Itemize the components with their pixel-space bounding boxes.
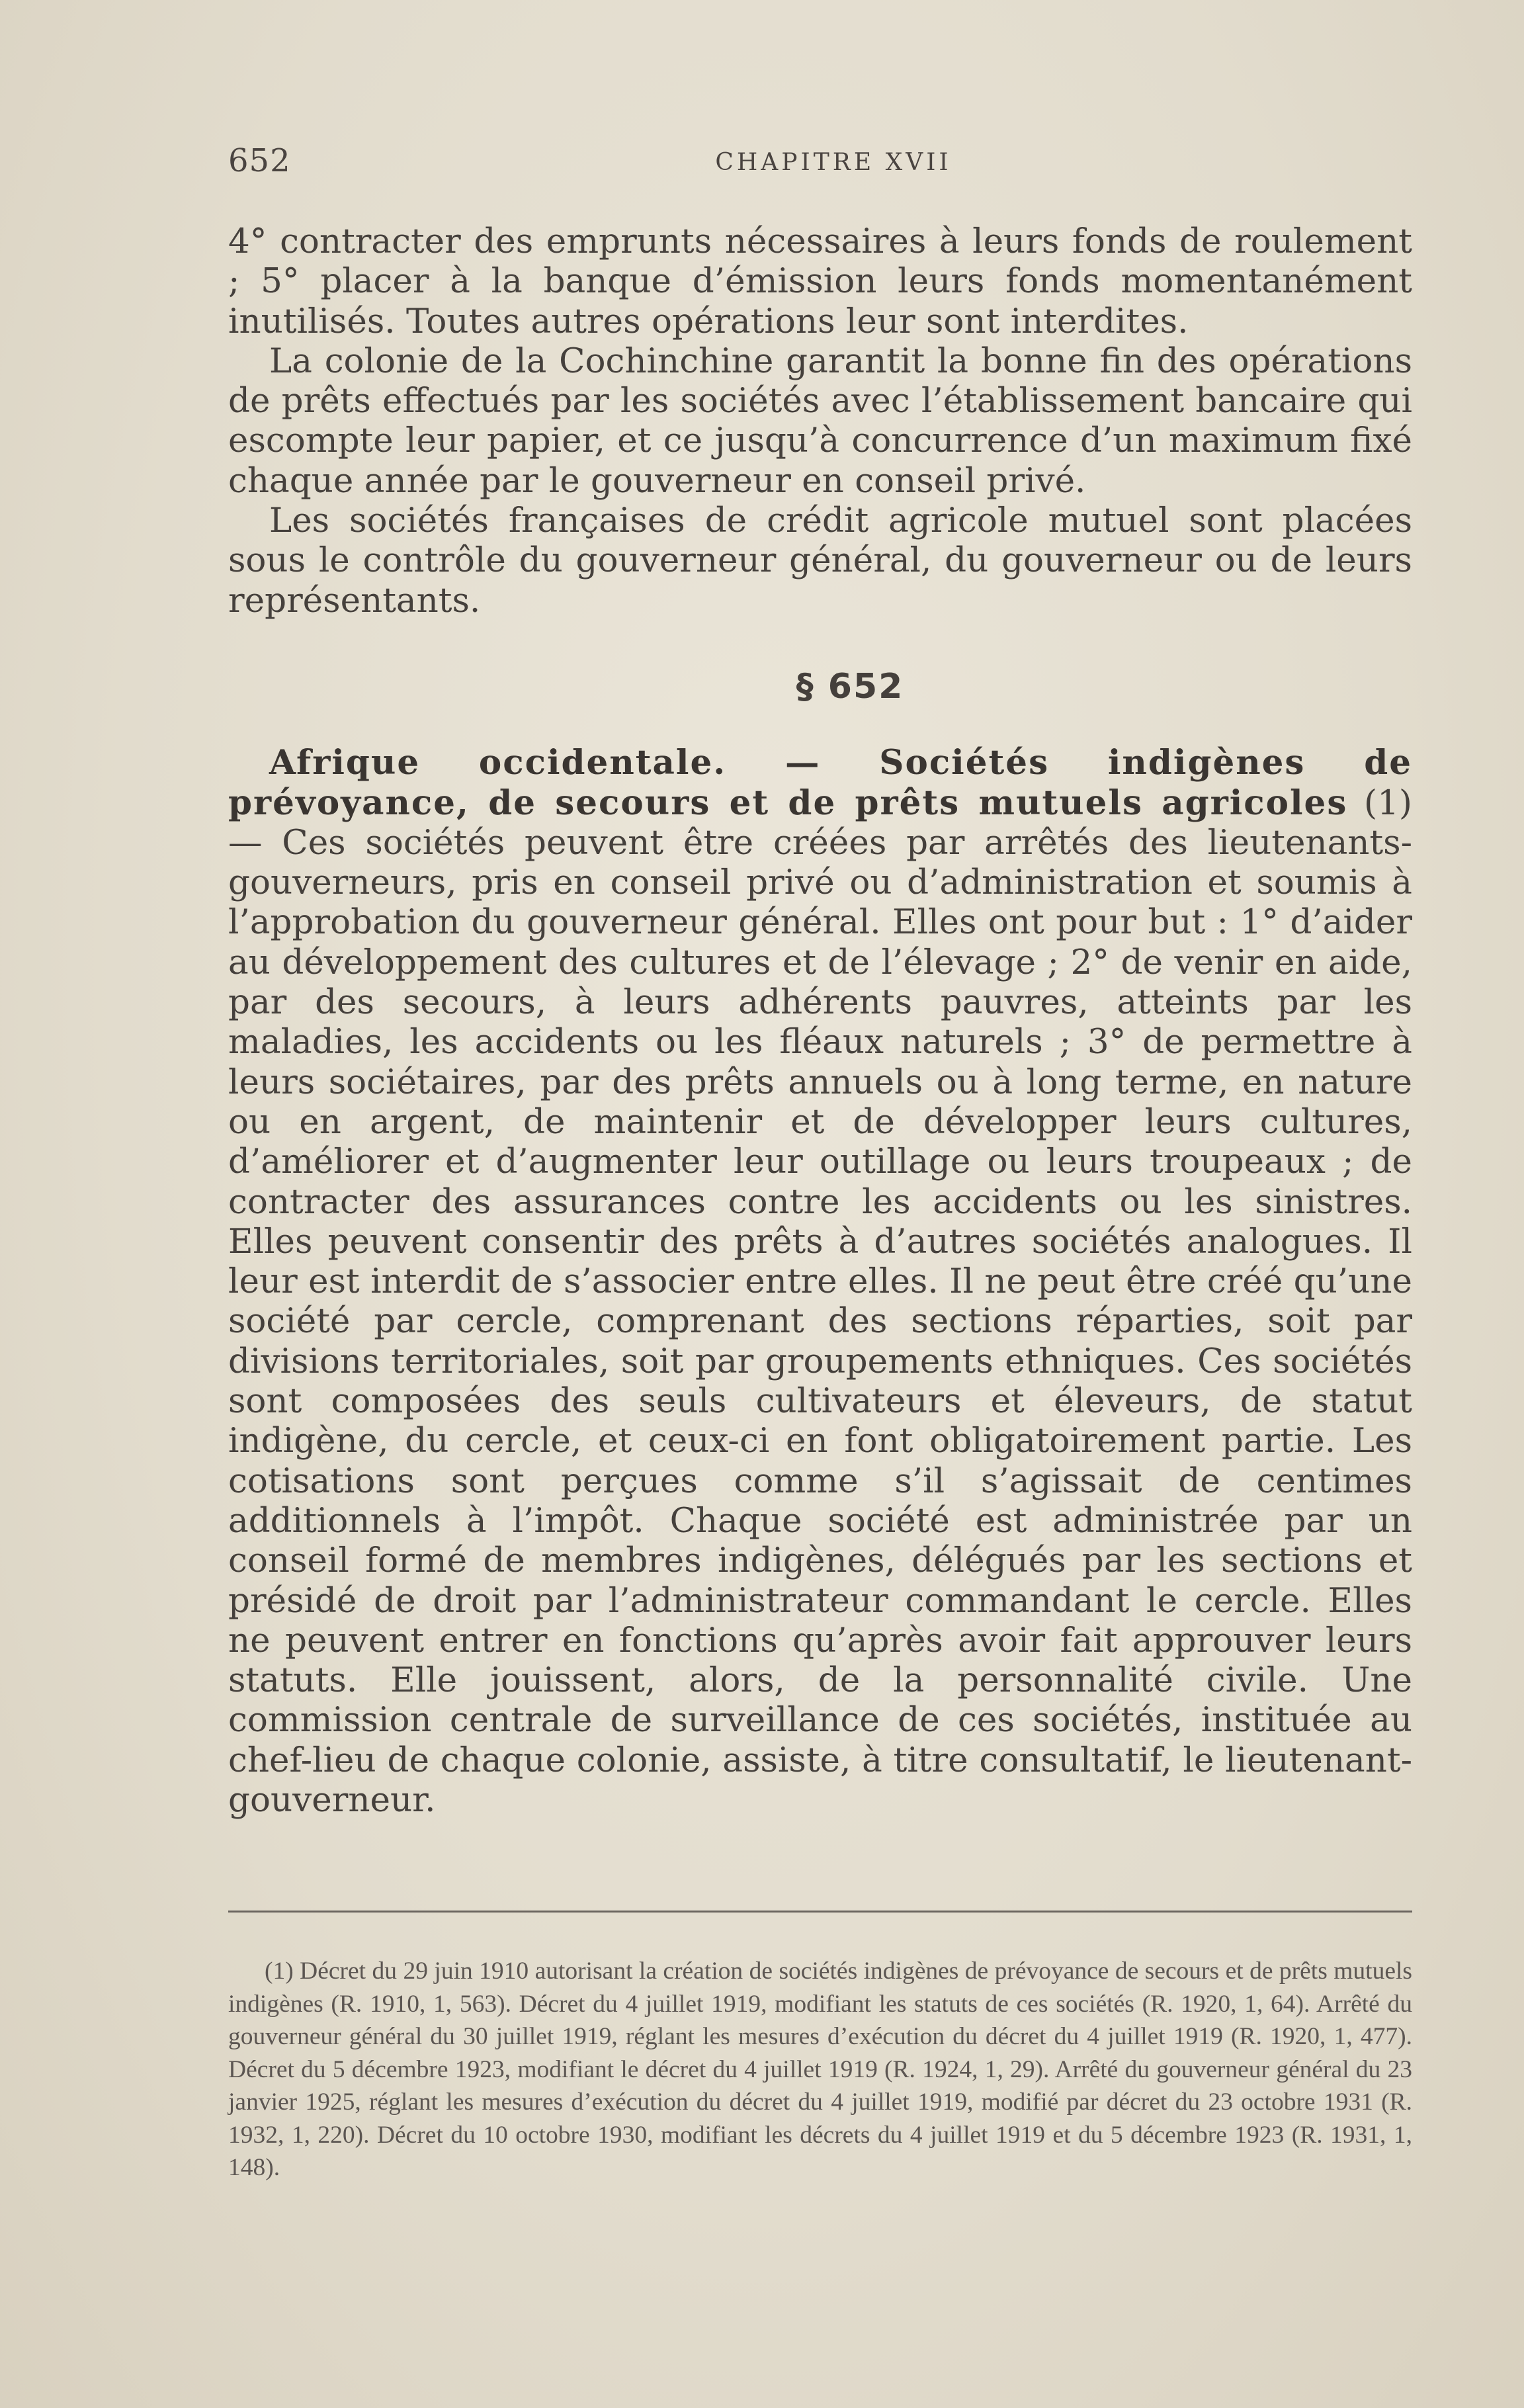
footnote — [228, 1955, 1412, 2184]
footnote-text: (1) Décret du 29 juin 1910 autorisant la création de sociétés indigènes de prévoyance de secours et de prêts mutuels indigènes (R. 1910, 1, 563). Décret du 4 juillet 1919, modifiant les statuts de ces sociétés (R. 1920, 1, 64). Arrêté du gouverneur général du 30 juillet 1919, réglant les mesures d’exécution du décret du 4 juillet 1919 (R. 1920, 1, 477). Décret du 5 décembre 1923, modifiant le décret du 4 juillet 1919 (R. 1924, 1, 29). Arrêté du gouverneur général du 23 janvier 1925, réglant les mesures d’exécution du décret du 4 juillet 1919, modifié par décret du 23 octobre 1931 (R. 1932, 1, 220). Décret du 10 octobre 1930, modifiant les décrets du 4 juillet 1919 et du 5 décembre 1923 (R. 1931, 1, 148). — [228, 1957, 1412, 2181]
footnote-separator — [228, 1911, 1412, 1913]
paragraph-cochinchine: La colonie de la Cochinchine garantit la bonne fin des opérations de prêts effectués par les sociétés avec l’établissement bancaire qui escompte leur papier, et ce jusqu’à concurrence d’un maximum fixé chaque année par le gouverneur en conseil privé. — [228, 341, 1412, 501]
page-header — [228, 142, 1412, 182]
page-number: 652 — [228, 142, 291, 179]
running-head: CHAPITRE XVII — [715, 149, 952, 176]
paragraph-body: — Ces sociétés peuvent être créées par arrêtés des lieutenants-gouverneurs, pris en conseil privé ou d’administration et soumis à l’approbation du gouverneur général. Elles ont pour but : 1° d’aider au développement des cultures et de l’élevage ; 2° de venir en aide, par des secours, à leurs adhérents pauvres, atteints par les maladies, les accidents ou les fléaux naturels ; 3° de permettre à leurs sociétaires, par des prêts annuels ou à long terme, en nature ou en argent, de maintenir et de développer leurs cultures, d’améliorer et d’augmenter leur outillage ou leurs troupeaux ; de contracter des assurances contre les accidents ou les sinistres. Elles peuvent consentir des prêts à d’autres sociétés analogues. Il leur est interdit de s’associer entre elles. Il ne peut être créé qu’une société par cercle, comprenant des sections réparties, soit par divisions territoriales, soit par groupements ethniques. Ces sociétés sont composées des seuls cultivateurs et éleveurs, de statut indigène, du cercle, et ceux-ci en font obligatoirement partie. Les cotisations sont perçues comme s’il s’agissait de centimes additionnels à l’impôt. Chaque société est administrée par un conseil formé de membres indigènes, délégués par les sections et présidé de droit par l’administrateur commandant le cercle. Elles ne peuvent entrer en fonctions qu’après avoir fait approuver leurs statuts. Elle jouissent, alors, de la personnalité civile. Une commission centrale de surveillance de ces sociétés, instituée au chef-lieu de chaque colonie, assiste, à titre consultatif, le lieutenant-gouverneur. — [228, 822, 1412, 1820]
section-title: Afrique occidentale. — Sociétés indigènes de prévoyance, de secours et de prêts mutuels agricoles — [228, 743, 1412, 823]
paragraph-afrique-occidentale — [228, 743, 1412, 1820]
paragraph-continuation: 4° contracter des emprunts nécessaires à leurs fonds de roulement ; 5° placer à la banque d’émission leurs fonds momentanément inutilisés. Toutes autres opérations leur sont interdites. — [228, 222, 1412, 341]
paragraph-societes-francaises: Les sociétés françaises de crédit agricole mutuel sont placées sous le contrôle du gouverneur général, du gouverneur ou de leurs représentants. — [228, 501, 1412, 621]
footnote-reference: (1) — [1364, 783, 1412, 823]
main-text — [228, 222, 1412, 1820]
section-heading: § 652 — [796, 666, 904, 707]
